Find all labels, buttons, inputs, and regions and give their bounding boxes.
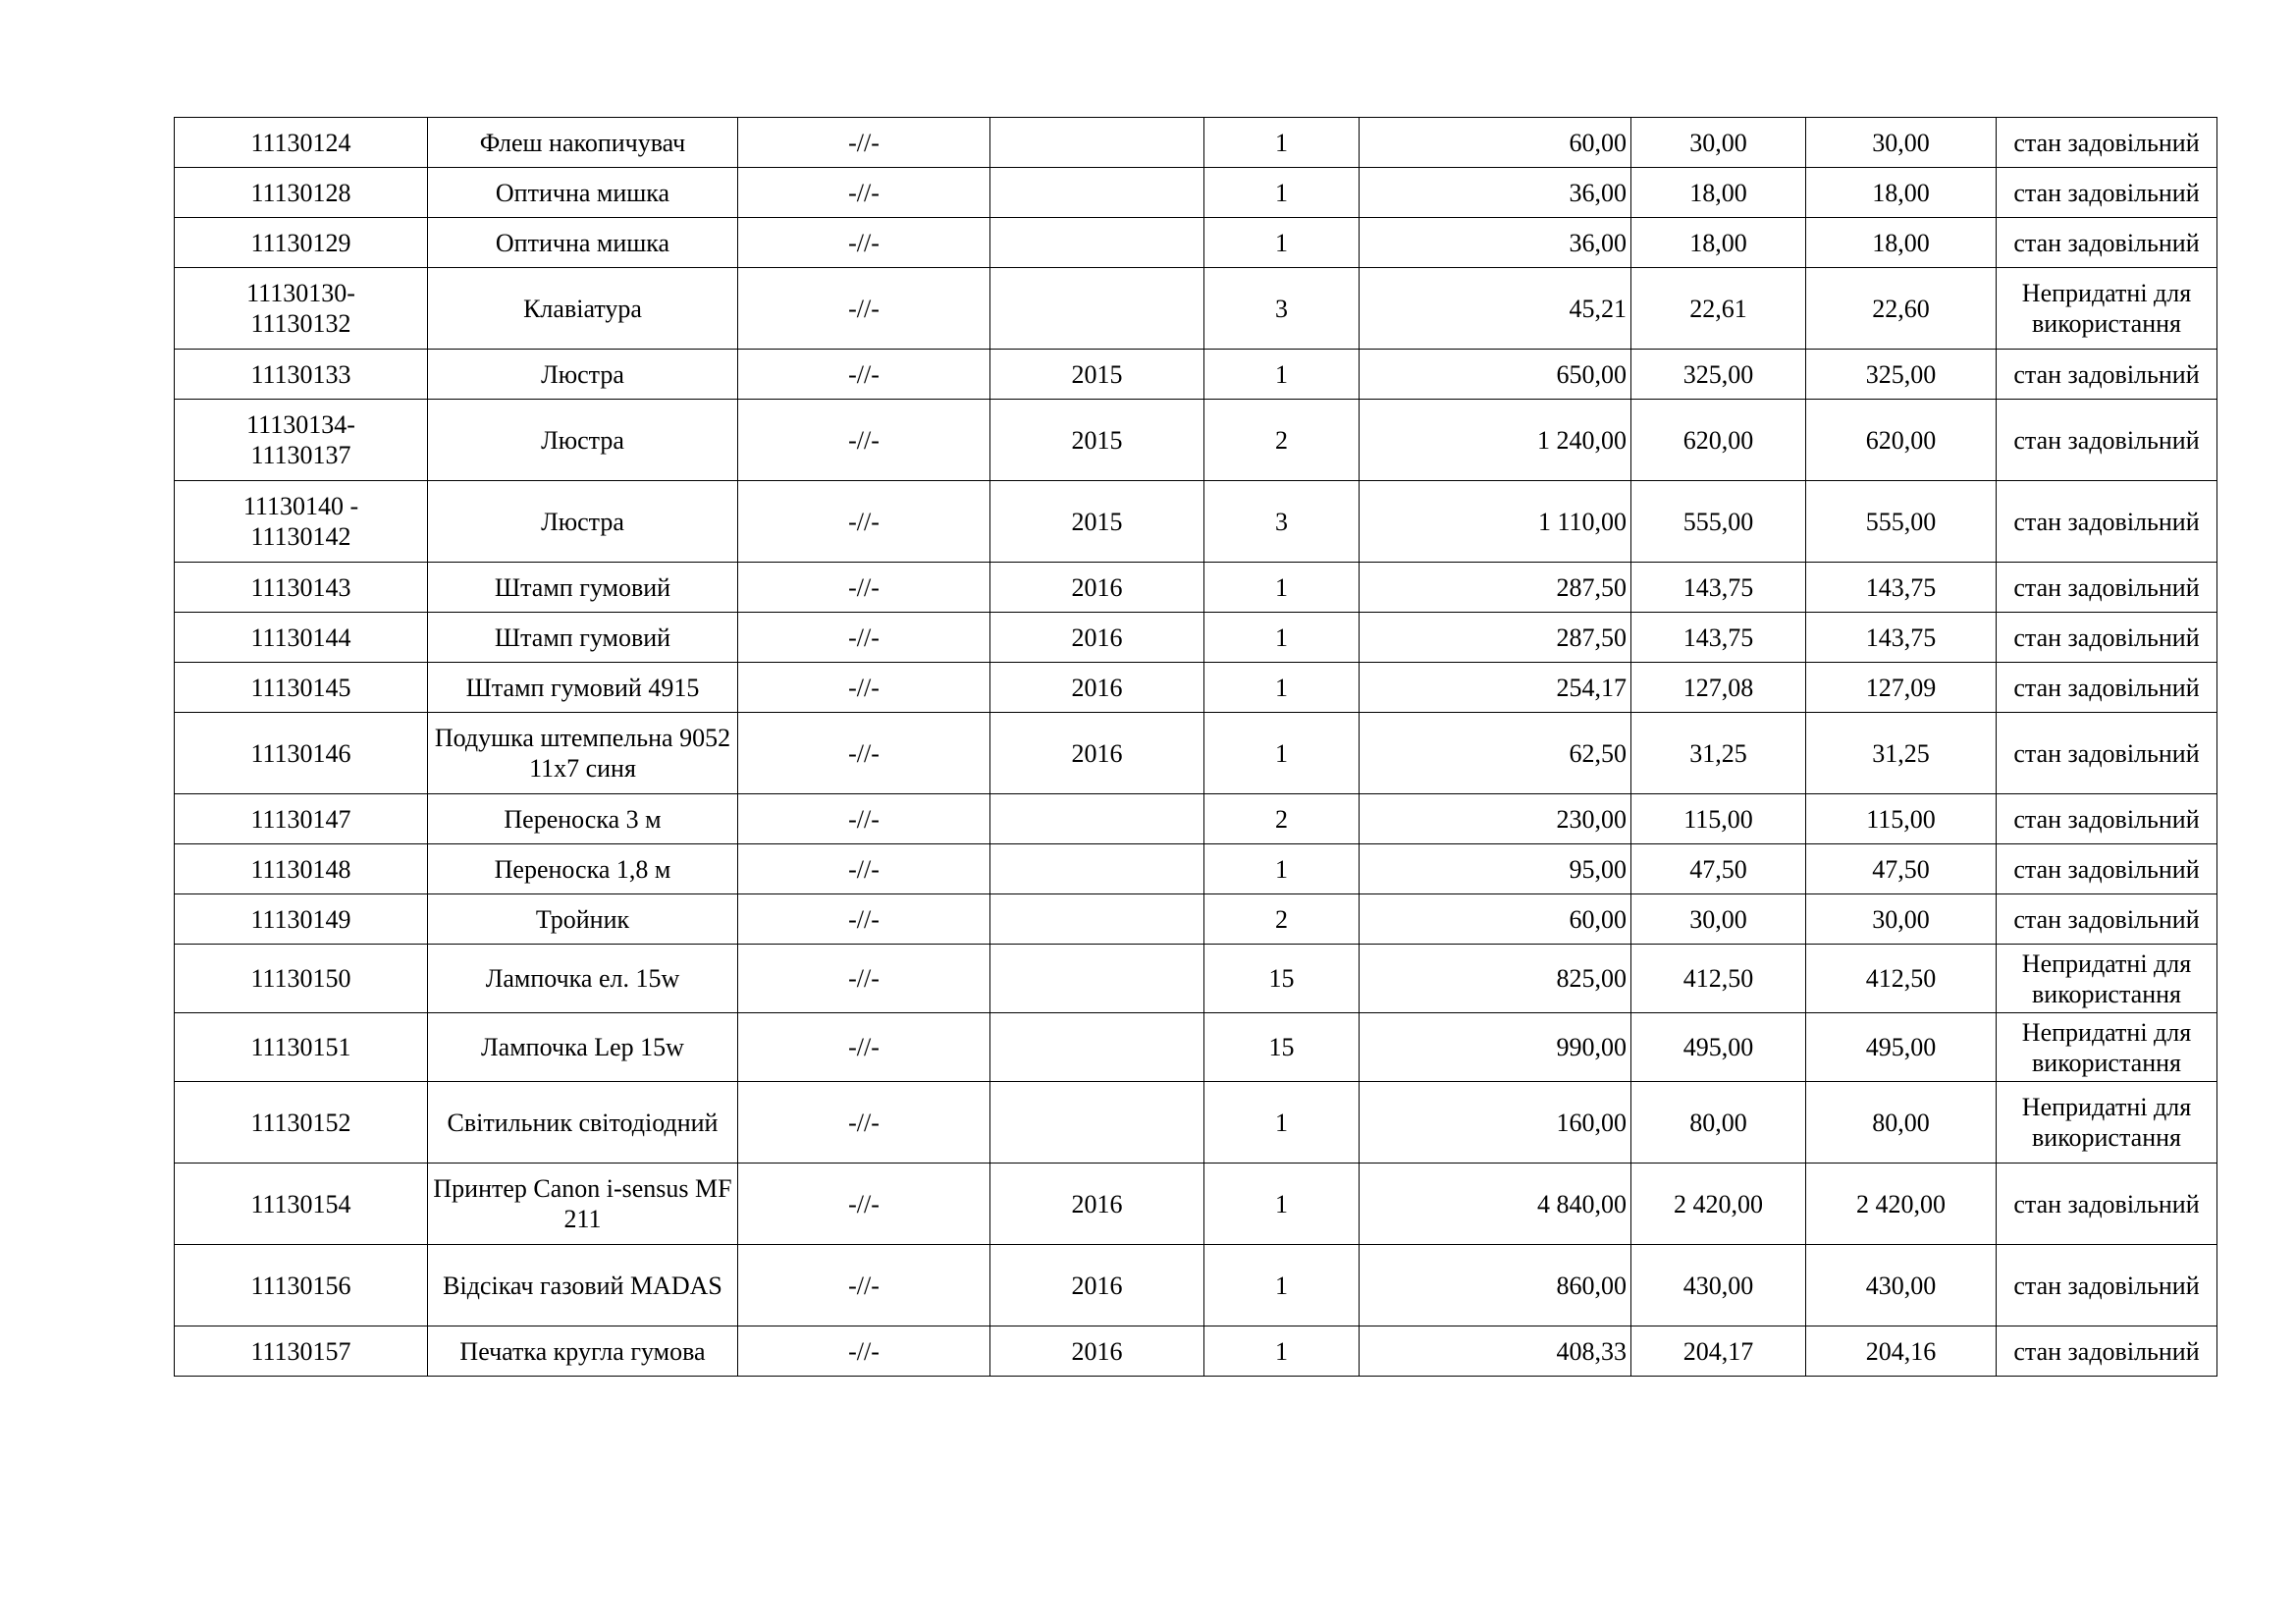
condition-note: стан задовільний (1997, 563, 2217, 613)
year: 2015 (990, 350, 1204, 400)
table-row (175, 945, 2217, 1013)
item-name: Тройник (428, 894, 738, 945)
residual-value: 47,50 (1806, 844, 1997, 894)
residual-value: 31,25 (1806, 713, 1997, 794)
depreciation-value: 204,17 (1631, 1326, 1806, 1377)
total-value: 62,50 (1360, 713, 1631, 794)
total-value: 95,00 (1360, 844, 1631, 894)
ditto-mark: -//- (738, 350, 990, 400)
quantity: 3 (1204, 481, 1360, 563)
ditto-mark: -//- (738, 713, 990, 794)
ditto-mark: -//- (738, 400, 990, 481)
item-name: Відсікач газовий MADAS (428, 1245, 738, 1326)
residual-value: 30,00 (1806, 118, 1997, 168)
ditto-mark: -//- (738, 168, 990, 218)
depreciation-value: 555,00 (1631, 481, 1806, 563)
table-row (175, 663, 2217, 713)
ditto-mark: -//- (738, 1326, 990, 1377)
residual-value: 412,50 (1806, 945, 1997, 1013)
year: 2015 (990, 400, 1204, 481)
table-row (175, 1326, 2217, 1377)
total-value: 254,17 (1360, 663, 1631, 713)
item-name: Флеш накопичувач (428, 118, 738, 168)
depreciation-value: 143,75 (1631, 613, 1806, 663)
total-value: 60,00 (1360, 118, 1631, 168)
quantity: 1 (1204, 1245, 1360, 1326)
table-row (175, 218, 2217, 268)
year: 2016 (990, 1164, 1204, 1245)
year: 2016 (990, 1326, 1204, 1377)
residual-value: 143,75 (1806, 613, 1997, 663)
inventory-number: 11130151 (175, 1013, 428, 1082)
quantity: 2 (1204, 400, 1360, 481)
condition-note: стан задовільний (1997, 118, 2217, 168)
condition-note: стан задовільний (1997, 894, 2217, 945)
item-name: Подушка штемпельна 9052 11х7 синя (428, 713, 738, 794)
table-row (175, 1164, 2217, 1245)
item-name: Штамп гумовий (428, 613, 738, 663)
quantity: 2 (1204, 894, 1360, 945)
condition-note: стан задовільний (1997, 1326, 2217, 1377)
residual-value: 555,00 (1806, 481, 1997, 563)
year (990, 218, 1204, 268)
year (990, 268, 1204, 350)
year (990, 1013, 1204, 1082)
total-value: 1 110,00 (1360, 481, 1631, 563)
depreciation-value: 22,61 (1631, 268, 1806, 350)
condition-note: стан задовільний (1997, 663, 2217, 713)
total-value: 36,00 (1360, 168, 1631, 218)
quantity: 3 (1204, 268, 1360, 350)
ditto-mark: -//- (738, 945, 990, 1013)
residual-value: 30,00 (1806, 894, 1997, 945)
condition-note: Непридатні для використання (1997, 1013, 2217, 1082)
inventory-table (174, 117, 2217, 1377)
quantity: 15 (1204, 945, 1360, 1013)
year: 2016 (990, 613, 1204, 663)
inventory-number: 11130130- 11130132 (175, 268, 428, 350)
inventory-number: 11130145 (175, 663, 428, 713)
ditto-mark: -//- (738, 894, 990, 945)
table-row (175, 350, 2217, 400)
depreciation-value: 115,00 (1631, 794, 1806, 844)
total-value: 860,00 (1360, 1245, 1631, 1326)
inventory-number: 11130144 (175, 613, 428, 663)
condition-note: стан задовільний (1997, 400, 2217, 481)
year: 2016 (990, 663, 1204, 713)
residual-value: 325,00 (1806, 350, 1997, 400)
year: 2015 (990, 481, 1204, 563)
condition-note: Непридатні для використання (1997, 1082, 2217, 1164)
depreciation-value: 143,75 (1631, 563, 1806, 613)
total-value: 650,00 (1360, 350, 1631, 400)
item-name: Штамп гумовий (428, 563, 738, 613)
residual-value: 143,75 (1806, 563, 1997, 613)
residual-value: 127,09 (1806, 663, 1997, 713)
item-name: Переноска 1,8 м (428, 844, 738, 894)
total-value: 1 240,00 (1360, 400, 1631, 481)
condition-note: стан задовільний (1997, 168, 2217, 218)
inventory-number: 11130148 (175, 844, 428, 894)
table-row (175, 844, 2217, 894)
inventory-number: 11130150 (175, 945, 428, 1013)
inventory-number: 11130129 (175, 218, 428, 268)
depreciation-value: 18,00 (1631, 218, 1806, 268)
quantity: 1 (1204, 350, 1360, 400)
residual-value: 620,00 (1806, 400, 1997, 481)
table-row (175, 1013, 2217, 1082)
table-row (175, 713, 2217, 794)
residual-value: 495,00 (1806, 1013, 1997, 1082)
condition-note: Непридатні для використання (1997, 268, 2217, 350)
total-value: 60,00 (1360, 894, 1631, 945)
total-value: 45,21 (1360, 268, 1631, 350)
inventory-number: 11130157 (175, 1326, 428, 1377)
item-name: Лампочка Lep 15w (428, 1013, 738, 1082)
ditto-mark: -//- (738, 1164, 990, 1245)
table-row (175, 400, 2217, 481)
condition-note: Непридатні для використання (1997, 945, 2217, 1013)
total-value: 230,00 (1360, 794, 1631, 844)
ditto-mark: -//- (738, 663, 990, 713)
quantity: 1 (1204, 118, 1360, 168)
table-row (175, 563, 2217, 613)
quantity: 1 (1204, 1082, 1360, 1164)
total-value: 36,00 (1360, 218, 1631, 268)
table-row (175, 168, 2217, 218)
depreciation-value: 30,00 (1631, 894, 1806, 945)
total-value: 4 840,00 (1360, 1164, 1631, 1245)
ditto-mark: -//- (738, 613, 990, 663)
inventory-number: 11130128 (175, 168, 428, 218)
inventory-number: 11130140 - 11130142 (175, 481, 428, 563)
condition-note: стан задовільний (1997, 350, 2217, 400)
residual-value: 18,00 (1806, 168, 1997, 218)
table-row (175, 794, 2217, 844)
item-name: Переноска 3 м (428, 794, 738, 844)
year (990, 794, 1204, 844)
quantity: 2 (1204, 794, 1360, 844)
inventory-number: 11130134- 11130137 (175, 400, 428, 481)
inventory-number: 11130154 (175, 1164, 428, 1245)
condition-note: стан задовільний (1997, 613, 2217, 663)
residual-value: 204,16 (1806, 1326, 1997, 1377)
condition-note: стан задовільний (1997, 1164, 2217, 1245)
year: 2016 (990, 713, 1204, 794)
ditto-mark: -//- (738, 268, 990, 350)
total-value: 287,50 (1360, 613, 1631, 663)
condition-note: стан задовільний (1997, 794, 2217, 844)
condition-note: стан задовільний (1997, 713, 2217, 794)
inventory-number: 11130133 (175, 350, 428, 400)
quantity: 1 (1204, 613, 1360, 663)
table-row (175, 1245, 2217, 1326)
total-value: 825,00 (1360, 945, 1631, 1013)
ditto-mark: -//- (738, 1082, 990, 1164)
ditto-mark: -//- (738, 563, 990, 613)
item-name: Принтер Canon i-sensus MF 211 (428, 1164, 738, 1245)
ditto-mark: -//- (738, 481, 990, 563)
inventory-number: 11130156 (175, 1245, 428, 1326)
quantity: 1 (1204, 1164, 1360, 1245)
depreciation-value: 2 420,00 (1631, 1164, 1806, 1245)
quantity: 1 (1204, 1326, 1360, 1377)
item-name: Люстра (428, 350, 738, 400)
ditto-mark: -//- (738, 794, 990, 844)
quantity: 1 (1204, 844, 1360, 894)
quantity: 1 (1204, 663, 1360, 713)
item-name: Світильник світодіодний (428, 1082, 738, 1164)
inventory-number: 11130143 (175, 563, 428, 613)
depreciation-value: 47,50 (1631, 844, 1806, 894)
year (990, 945, 1204, 1013)
residual-value: 80,00 (1806, 1082, 1997, 1164)
item-name: Штамп гумовий 4915 (428, 663, 738, 713)
residual-value: 2 420,00 (1806, 1164, 1997, 1245)
year (990, 1082, 1204, 1164)
total-value: 990,00 (1360, 1013, 1631, 1082)
ditto-mark: -//- (738, 218, 990, 268)
item-name: Печатка кругла гумова (428, 1326, 738, 1377)
total-value: 287,50 (1360, 563, 1631, 613)
condition-note: стан задовільний (1997, 481, 2217, 563)
condition-note: стан задовільний (1997, 844, 2217, 894)
depreciation-value: 30,00 (1631, 118, 1806, 168)
depreciation-value: 412,50 (1631, 945, 1806, 1013)
ditto-mark: -//- (738, 1013, 990, 1082)
year: 2016 (990, 563, 1204, 613)
inventory-number: 11130149 (175, 894, 428, 945)
item-name: Люстра (428, 481, 738, 563)
total-value: 160,00 (1360, 1082, 1631, 1164)
total-value: 408,33 (1360, 1326, 1631, 1377)
residual-value: 22,60 (1806, 268, 1997, 350)
ditto-mark: -//- (738, 1245, 990, 1326)
inventory-number: 11130146 (175, 713, 428, 794)
inventory-sheet (174, 117, 2216, 1377)
depreciation-value: 18,00 (1631, 168, 1806, 218)
depreciation-value: 495,00 (1631, 1013, 1806, 1082)
quantity: 1 (1204, 563, 1360, 613)
item-name: Лампочка ел. 15w (428, 945, 738, 1013)
item-name: Оптична мишка (428, 218, 738, 268)
quantity: 1 (1204, 713, 1360, 794)
table-row (175, 613, 2217, 663)
inventory-number: 11130147 (175, 794, 428, 844)
quantity: 1 (1204, 218, 1360, 268)
depreciation-value: 325,00 (1631, 350, 1806, 400)
table-row (175, 894, 2217, 945)
table-row (175, 118, 2217, 168)
depreciation-value: 80,00 (1631, 1082, 1806, 1164)
depreciation-value: 127,08 (1631, 663, 1806, 713)
year (990, 118, 1204, 168)
condition-note: стан задовільний (1997, 218, 2217, 268)
depreciation-value: 31,25 (1631, 713, 1806, 794)
item-name: Клавіатура (428, 268, 738, 350)
residual-value: 115,00 (1806, 794, 1997, 844)
quantity: 15 (1204, 1013, 1360, 1082)
table-row (175, 268, 2217, 350)
inventory-number: 11130124 (175, 118, 428, 168)
inventory-number: 11130152 (175, 1082, 428, 1164)
year (990, 168, 1204, 218)
item-name: Оптична мишка (428, 168, 738, 218)
condition-note: стан задовільний (1997, 1245, 2217, 1326)
ditto-mark: -//- (738, 118, 990, 168)
table-row (175, 481, 2217, 563)
residual-value: 430,00 (1806, 1245, 1997, 1326)
ditto-mark: -//- (738, 844, 990, 894)
year: 2016 (990, 1245, 1204, 1326)
table-row (175, 1082, 2217, 1164)
residual-value: 18,00 (1806, 218, 1997, 268)
depreciation-value: 620,00 (1631, 400, 1806, 481)
year (990, 844, 1204, 894)
quantity: 1 (1204, 168, 1360, 218)
year (990, 894, 1204, 945)
item-name: Люстра (428, 400, 738, 481)
depreciation-value: 430,00 (1631, 1245, 1806, 1326)
